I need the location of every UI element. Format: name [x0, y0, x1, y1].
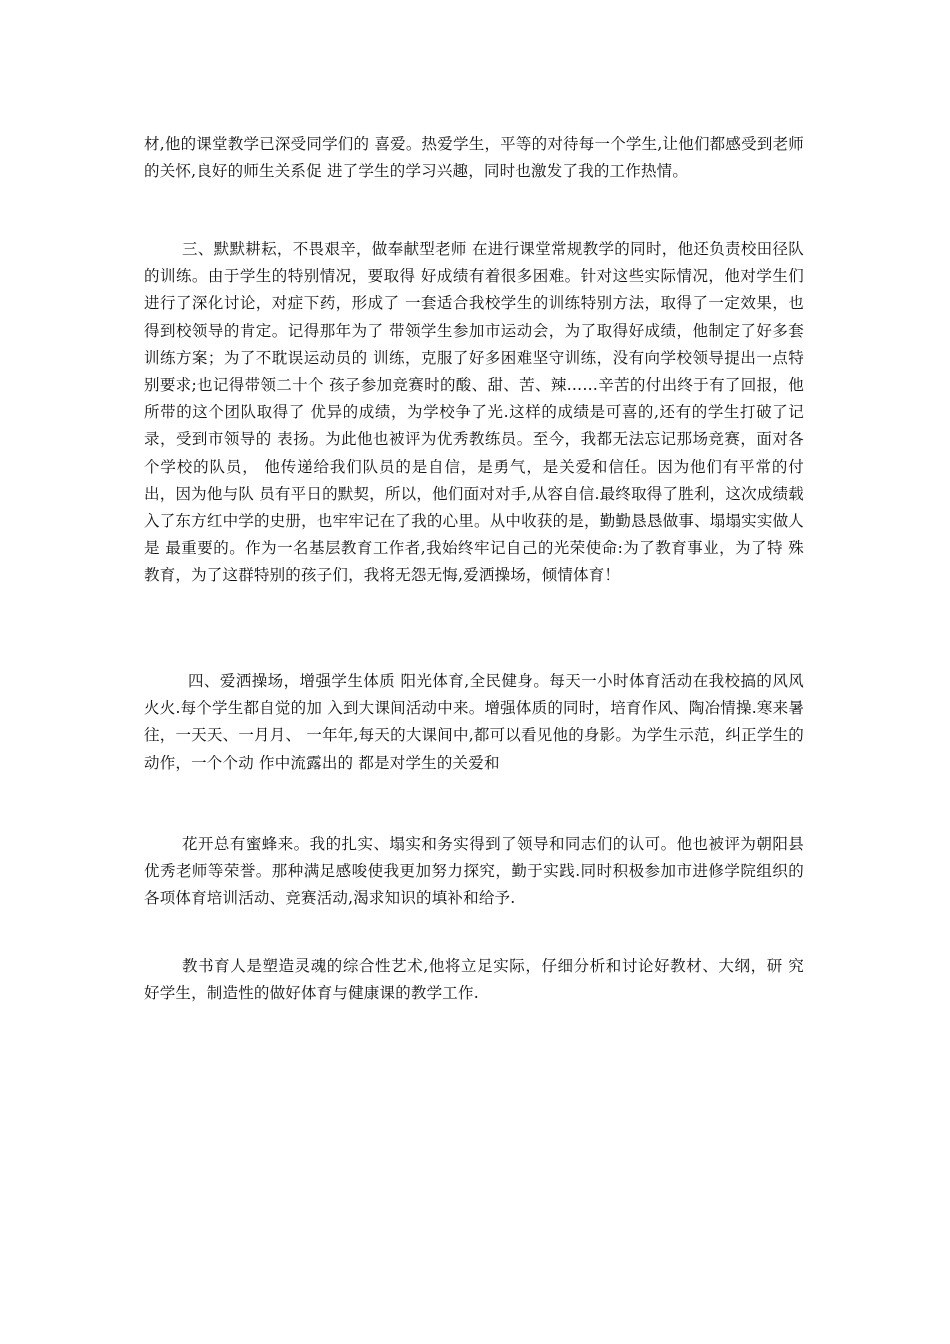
paragraph-section-four: 四、爱洒操场，增强学生体质 阳光体育,全民健身。每天一小时体育活动在我校搞的风风火火.每个学生都自觉的加 入到大课间活动中来。增强体质的同时，培育作风、陶冶情操.寒来暑往，一天天、一月月、 一年年,每天的大课间中,都可以看见他的身影。为学生示范，纠正学生的动作，一个个动 作中流露出的 都是对学生的关爱和: [144, 672, 804, 772]
paragraph-honors: 花开总有蜜蜂来。我的扎实、塌实和务实得到了领导和同志们的认可。他也被评为朝阳县优秀老师等荣誉。那种满足感唆使我更加努力探究，勤于实践.同时积极参加市进修学院组织的各项体育培训活动、竞赛活动,渴求知识的填补和给予.: [144, 835, 804, 908]
paragraph-continuation: 材,他的课堂教学已深受同学们的 喜爱。热爱学生，平等的对待每一个学生,让他们都感受到老师的关怀,良好的师生关系促 进了学生的学习兴趣，同时也激发了我的工作热情。: [144, 135, 804, 181]
paragraph-conclusion: 教书育人是塑造灵魂的综合性艺术,他将立足实际，仔细分析和讨论好教材、大纲，研 究好学生，制造性的做好体育与健康课的教学工作.: [144, 957, 804, 1003]
paragraph-section-three: 三、默默耕耘，不畏艰辛，做奉献型老师 在进行课堂常规教学的同时，他还负责校田径队的训练。由于学生的特别情况，要取得 好成绩有着很多困难。针对这些实际情况，他对学生们进行了深化讨论，对症下药，形成了 一套适合我校学生的训练特别方法，取得了一定效果，也得到校领导的肯定。记得那年为了 带领学生参加市运动会，为了取得好成绩，他制定了好多套训练方案；为了不耽误运动员的 训练，克服了好多困难坚守训练，没有向学校领导提出一点特别要求;也记得带领二十个 孩子参加竞赛时的酸、甜、苦、辣……辛苦的付出终于有了回报，他所带的这个团队取得了 优异的成绩，为学校争了光.这样的成绩是可喜的,还有的学生打破了记录，受到市领导的 表扬。为此他也被评为优秀教练员。至今，我都无法忘记那场竞赛，面对各个学校的队员， 他传递给我们队员的是自信，是勇气，是关爱和信任。因为他们有平常的付出，因为他与队 员有平日的默契，所以，他们面对对手,从容自信.最终取得了胜利，这次成绩载入了东方红中学的史册，也牢牢记在了我的心里。从中收获的是，勤勤恳恳做事、塌塌实实做人是 最重要的。作为一名基层教育工作者,我始终牢记自己的光荣使命:为了教育事业，为了特 殊教育，为了这群特别的孩子们，我将无怨无悔,爱洒操场，倾情体育！: [144, 240, 804, 585]
